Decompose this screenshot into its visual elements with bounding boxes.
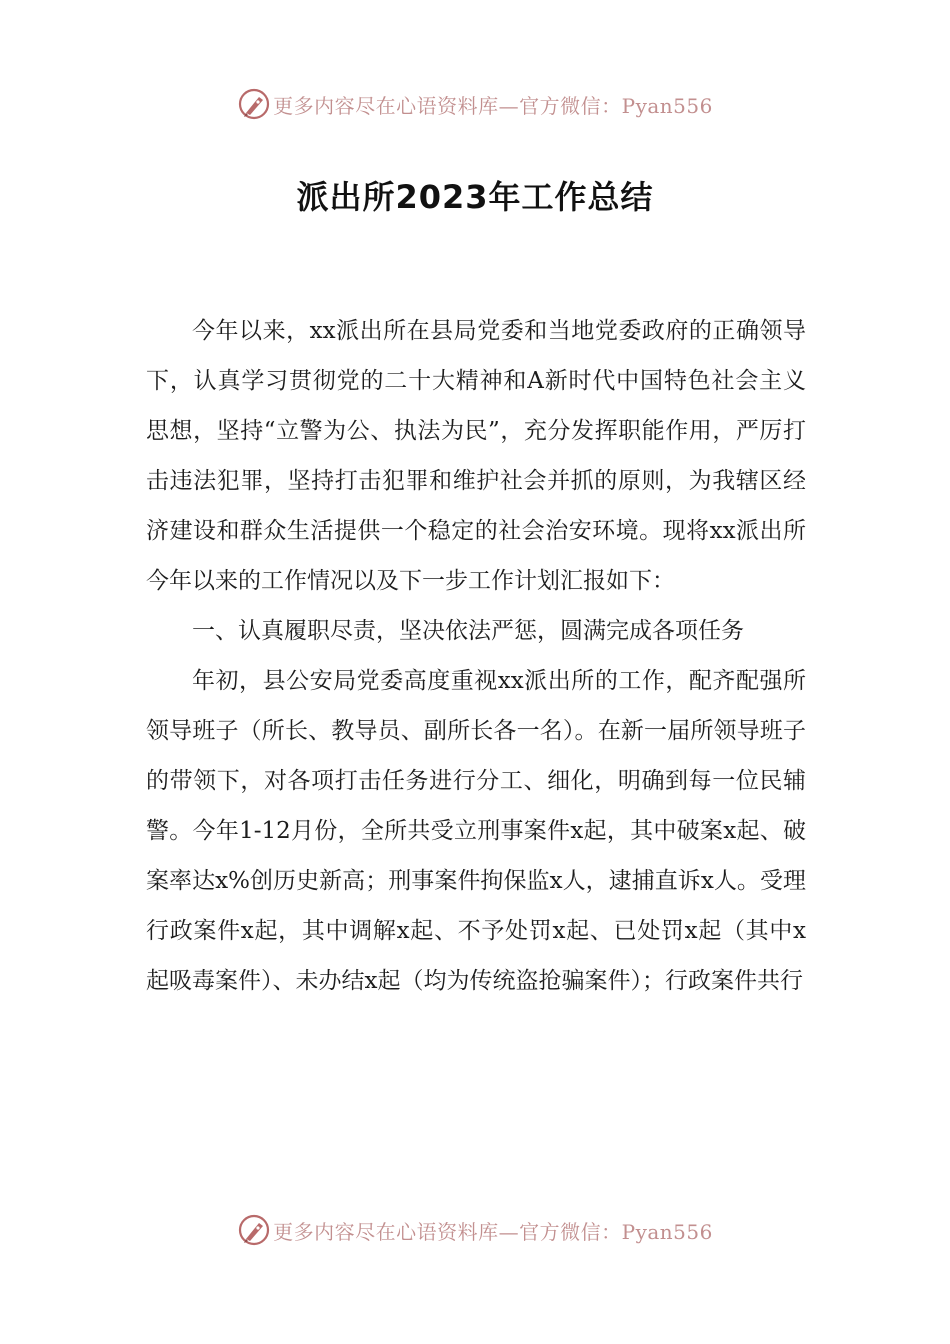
paragraph-section-1: 年初，县公安局党委高度重视xx派出所的工作，配齐配强所领导班子（所长、教导员、副所长各一名）。在新一届所领导班子的带领下，对各项打击任务进行分工、细化，明确到每一位民辅警。今年1-12月份，全所共受立刑事案件x起，其中破案x起、破案率达x%创历史新高；刑事案件拘保监x人，逮捕直诉x人。受理行政案件x起，其中调解x起、不予处罚x起、已处罚x起（其中x起吸毒案件）、未办结x起（均为传统盗抢骗案件）；行政案件共行 [146, 668, 806, 994]
section-heading-1: 一、认真履职尽责，坚决依法严惩，圆满完成各项任务 [192, 618, 744, 644]
header-watermark [0, 84, 950, 124]
watermark-text: 更多内容尽在心语资料库—官方微信：Pyan556 [273, 93, 713, 118]
footer-watermark [0, 1210, 950, 1250]
pen-nib-logo-icon [237, 1213, 271, 1247]
watermark-text: 更多内容尽在心语资料库—官方微信：Pyan556 [273, 1219, 713, 1244]
document-title: 派出所2023年工作总结 [296, 178, 654, 216]
paragraph-intro: 今年以来，xx派出所在县局党委和当地党委政府的正确领导下，认真学习贯彻党的二十大精神和A新时代中国特色社会主义思想，坚持“立警为公、执法为民”，充分发挥职能作用，严厉打击违法犯罪，坚持打击犯罪和维护社会并抓的原则，为我辖区经济建设和群众生活提供一个稳定的社会治安环境。现将xx派出所今年以来的工作情况以及下一步工作计划汇报如下： [146, 318, 806, 594]
document-body [146, 306, 806, 1006]
pen-nib-logo-icon [237, 87, 271, 121]
